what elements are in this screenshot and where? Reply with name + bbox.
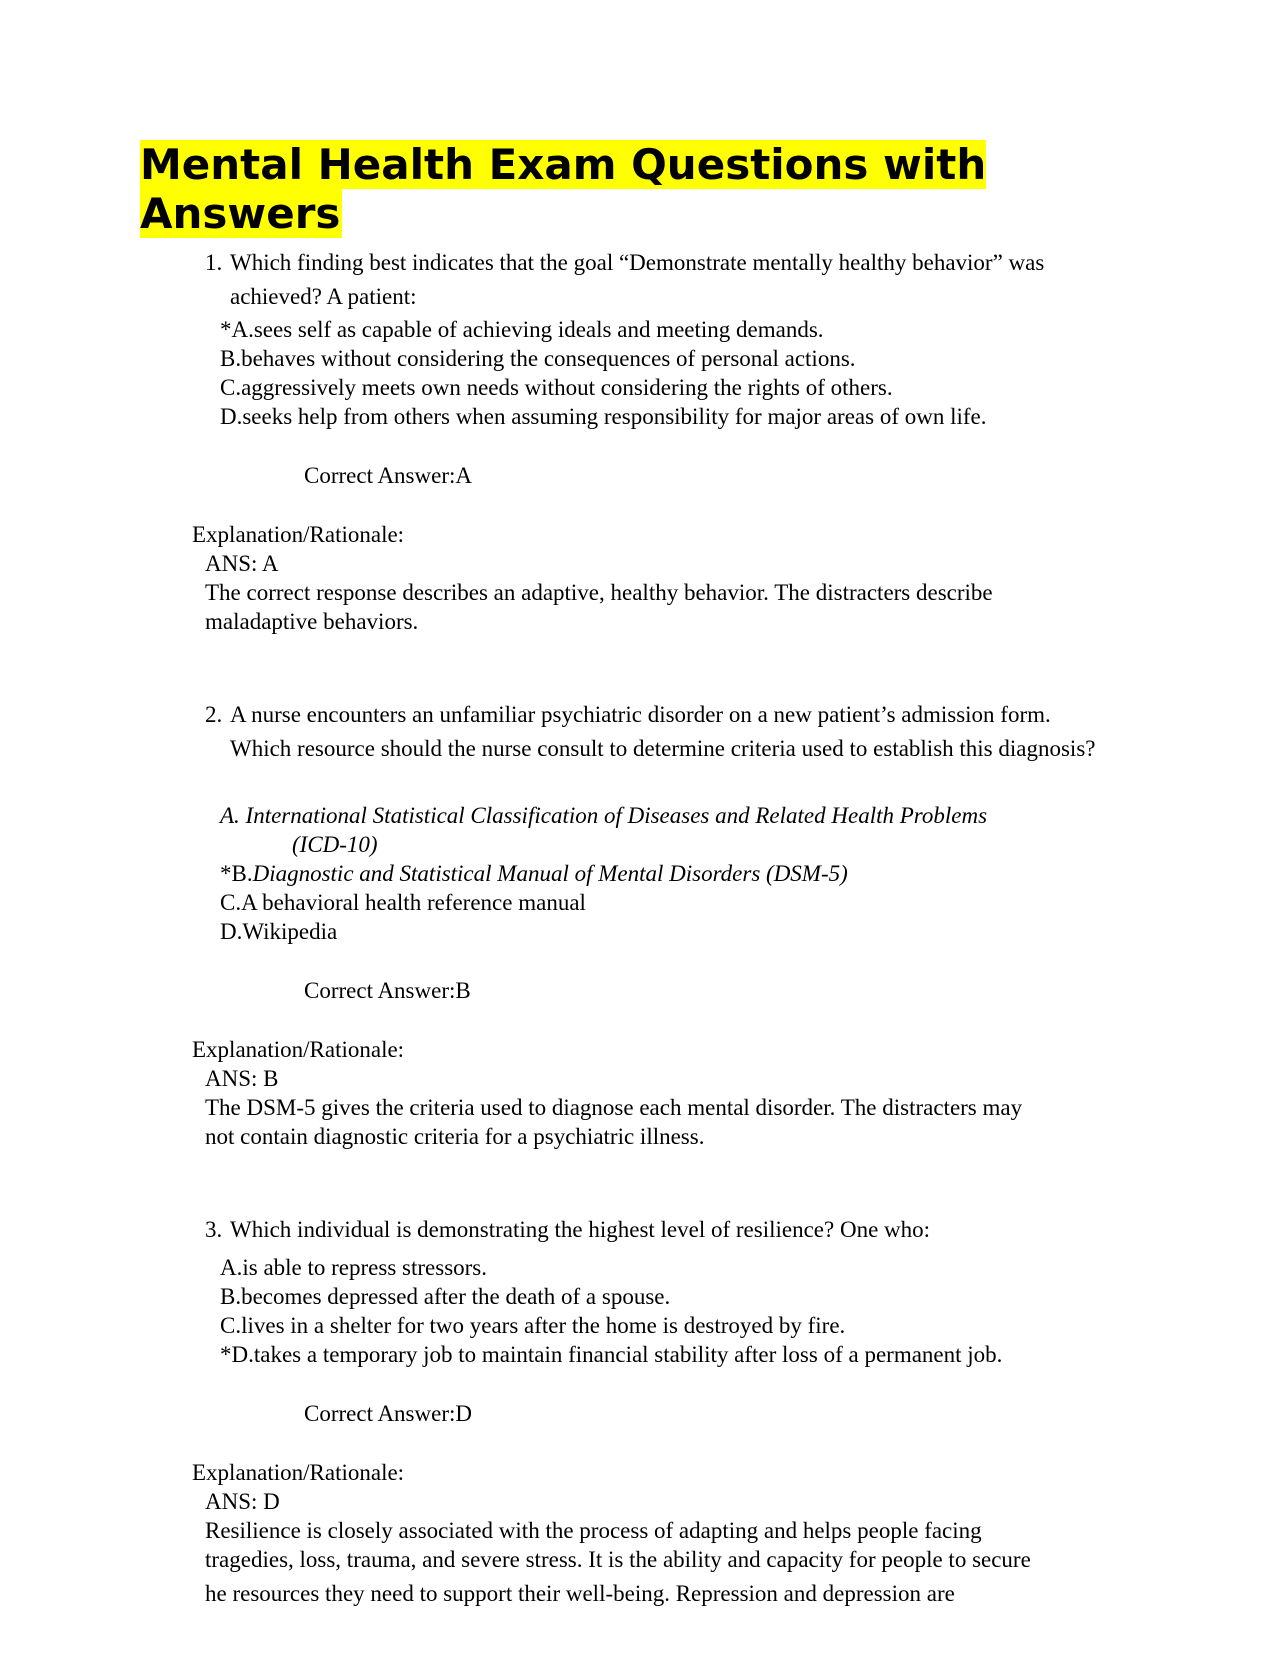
option-b-text: Diagnostic and Statistical Manual of Mental Disorders (DSM-5)	[252, 861, 848, 886]
option-b: B.behaves without considering the consequences of personal actions.	[220, 346, 856, 371]
title-highlight: Mental Health Exam Questions with Answers	[140, 140, 987, 238]
question-2	[205, 698, 1105, 766]
explanation-label: Explanation/Rationale:	[192, 1037, 405, 1062]
option-d: D.seeks help from others when assuming responsibility for major areas of own life.	[220, 404, 987, 429]
correct-answer: Correct Answer:B	[304, 978, 471, 1003]
option-d: *D.takes a temporary job to maintain financial stability after loss of a permanent job.	[220, 1342, 1003, 1367]
correct-answer: Correct Answer:A	[304, 463, 472, 488]
question-3	[205, 1213, 1105, 1247]
explanation-label: Explanation/Rationale:	[192, 1460, 405, 1485]
question-number: 1.	[205, 250, 223, 275]
question-text: Which finding best indicates that the goal “Demonstrate mentally healthy behavior” was achieved? A patient:	[230, 250, 1045, 309]
option-b	[220, 860, 848, 888]
option-c: C.A behavioral health reference manual	[220, 890, 586, 915]
correct-answer: Correct Answer:D	[304, 1401, 472, 1426]
rationale-line: he resources they need to support their well-being. Repression and depression are	[205, 1581, 955, 1606]
option-a-text: A. International Statistical Classification of Diseases and Related Health Problems	[220, 803, 988, 828]
explanation-label: Explanation/Rationale:	[192, 522, 405, 547]
option-a	[220, 802, 987, 830]
option-a: *A.sees self as capable of achieving ideals and meeting demands.	[220, 317, 824, 342]
ans-label: ANS: B	[205, 1066, 279, 1091]
option-c: C.aggressively meets own needs without considering the rights of others.	[220, 375, 893, 400]
rationale-line: not contain diagnostic criteria for a psychiatric illness.	[205, 1124, 705, 1149]
page-title	[140, 140, 1020, 238]
ans-label: ANS: A	[205, 551, 279, 576]
rationale-line: maladaptive behaviors.	[205, 609, 419, 634]
option-d: D.Wikipedia	[220, 919, 338, 944]
ans-label: ANS: D	[205, 1489, 280, 1514]
option-a-text-continued: (ICD-10)	[292, 832, 378, 857]
question-number: 3.	[205, 1217, 223, 1242]
option-c: C.lives in a shelter for two years after the home is destroyed by fire.	[220, 1313, 846, 1338]
rationale-line: The correct response describes an adaptive, healthy behavior. The distracters describe	[205, 580, 993, 605]
option-b: B.becomes depressed after the death of a spouse.	[220, 1284, 671, 1309]
question-number: 2.	[205, 702, 223, 727]
option-b-marker: *B.	[220, 861, 253, 886]
rationale-line: Resilience is closely associated with the process of adapting and helps people facing	[205, 1518, 982, 1543]
option-a: A.is able to repress stressors.	[220, 1255, 488, 1280]
question-1	[205, 246, 1105, 314]
rationale-line: tragedies, loss, trauma, and severe stress. It is the ability and capacity for people to secure	[205, 1547, 1031, 1572]
question-text: A nurse encounters an unfamiliar psychiatric disorder on a new patient’s admission form. Which resource should the nurse consult to determine criteria used to establish this diagnosis?	[230, 702, 1096, 761]
question-text: Which individual is demonstrating the highest level of resilience? One who:	[230, 1217, 931, 1242]
option-a-continued	[292, 831, 378, 859]
rationale-line: The DSM-5 gives the criteria used to diagnose each mental disorder. The distracters may	[205, 1095, 1023, 1120]
